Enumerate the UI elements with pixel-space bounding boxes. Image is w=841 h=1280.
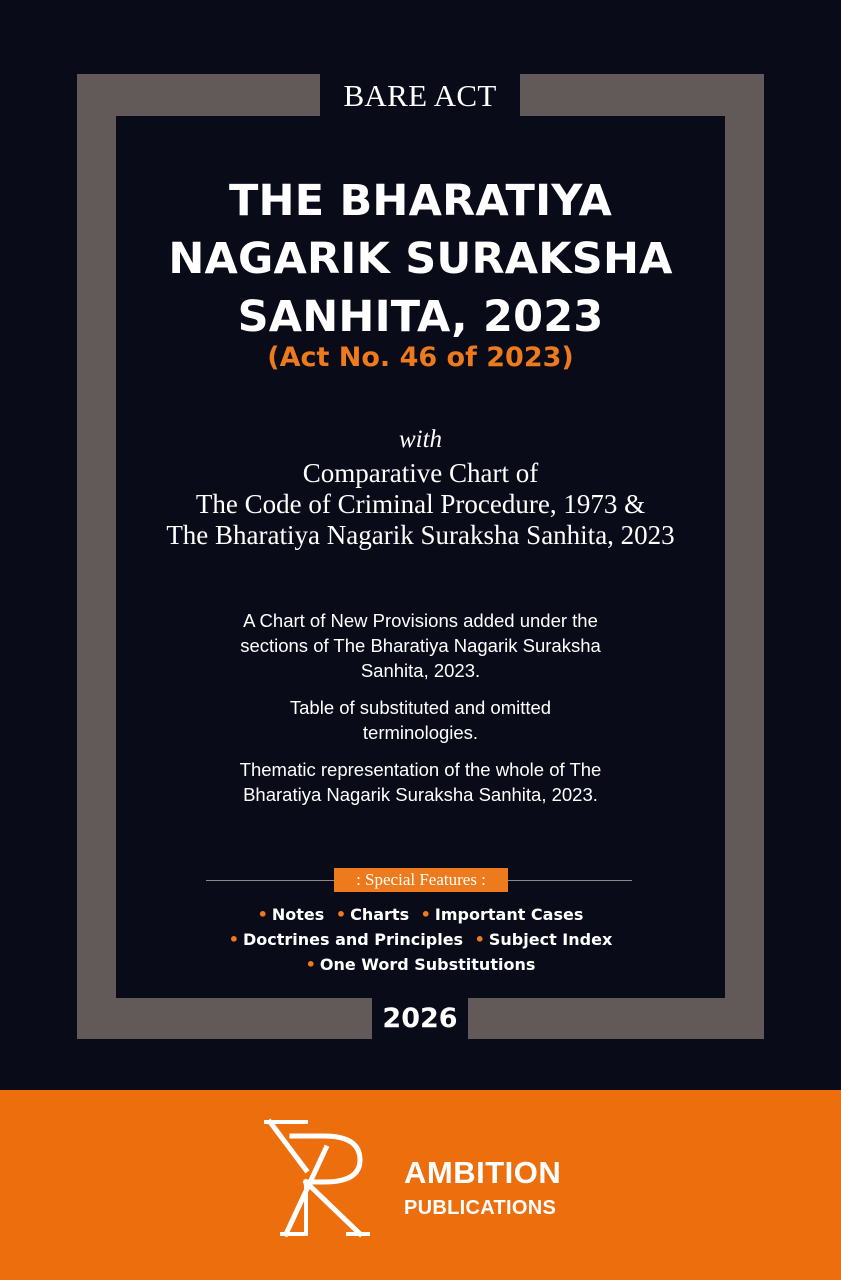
book-title: [116, 172, 725, 346]
contents-line: Thematic representation of the whole of The: [239, 759, 602, 780]
contents-item: [116, 695, 725, 745]
feature-label: Subject Index: [488, 930, 613, 949]
title-line: NAGARIK SURAKSHA: [168, 234, 673, 284]
feature-label: Charts: [350, 905, 410, 924]
feature-label: Doctrines and Principles: [242, 930, 464, 949]
feature-item: [475, 927, 613, 952]
publisher-name: AMBITION: [404, 1155, 562, 1190]
contents-line: Sanhita, 2023.: [360, 660, 481, 681]
ambition-ar-monogram-icon: [262, 1118, 392, 1238]
feature-row: [116, 952, 725, 977]
contents-line: Table of substituted and omitted: [289, 697, 552, 718]
special-features-list: [116, 902, 725, 977]
title-line: SANHITA, 2023: [237, 292, 604, 342]
bullet-icon: •: [335, 905, 347, 924]
contents-line: A Chart of New Provisions added under the: [243, 610, 598, 631]
contents-item: [116, 757, 725, 807]
feature-row: [116, 902, 725, 927]
feature-item: [336, 902, 409, 927]
divider-right: [508, 880, 632, 881]
bullet-icon: •: [305, 955, 316, 974]
contents-line: terminologies.: [362, 722, 479, 743]
feature-item: [258, 902, 325, 927]
divider-left: [206, 880, 334, 881]
with-word: with: [398, 426, 443, 453]
bullet-icon: •: [257, 905, 268, 924]
with-line: The Bharatiya Nagarik Suraksha Sanhita, 2023: [166, 520, 675, 550]
feature-row: [116, 927, 725, 952]
feature-item: [421, 902, 584, 927]
comparative-chart-block: [116, 422, 725, 551]
bullet-icon: •: [474, 930, 485, 949]
contents-item: [116, 608, 725, 683]
with-line: Comparative Chart of: [302, 458, 539, 488]
act-number: (Act No. 46 of 2023): [267, 342, 574, 373]
with-line: The Code of Criminal Procedure, 1973 &: [195, 489, 646, 519]
bullet-icon: •: [228, 930, 239, 949]
series-label: BARE ACT: [320, 74, 520, 118]
bullet-icon: •: [420, 905, 431, 924]
edition-year: 2026: [372, 998, 468, 1040]
feature-item: [306, 952, 536, 977]
contents-line: Bharatiya Nagarik Suraksha Sanhita, 2023.: [243, 784, 598, 805]
title-line: THE BHARATIYA: [229, 176, 612, 226]
contents-line: sections of The Bharatiya Nagarik Suraksha: [240, 635, 601, 656]
feature-label: One Word Substitutions: [319, 955, 536, 974]
publisher-sub: PUBLICATIONS: [404, 1197, 557, 1219]
special-features-label: : Special Features :: [334, 868, 508, 892]
contents-list: [116, 608, 725, 819]
feature-label: Notes: [271, 905, 325, 924]
feature-label: Important Cases: [434, 905, 584, 924]
feature-item: [229, 927, 463, 952]
